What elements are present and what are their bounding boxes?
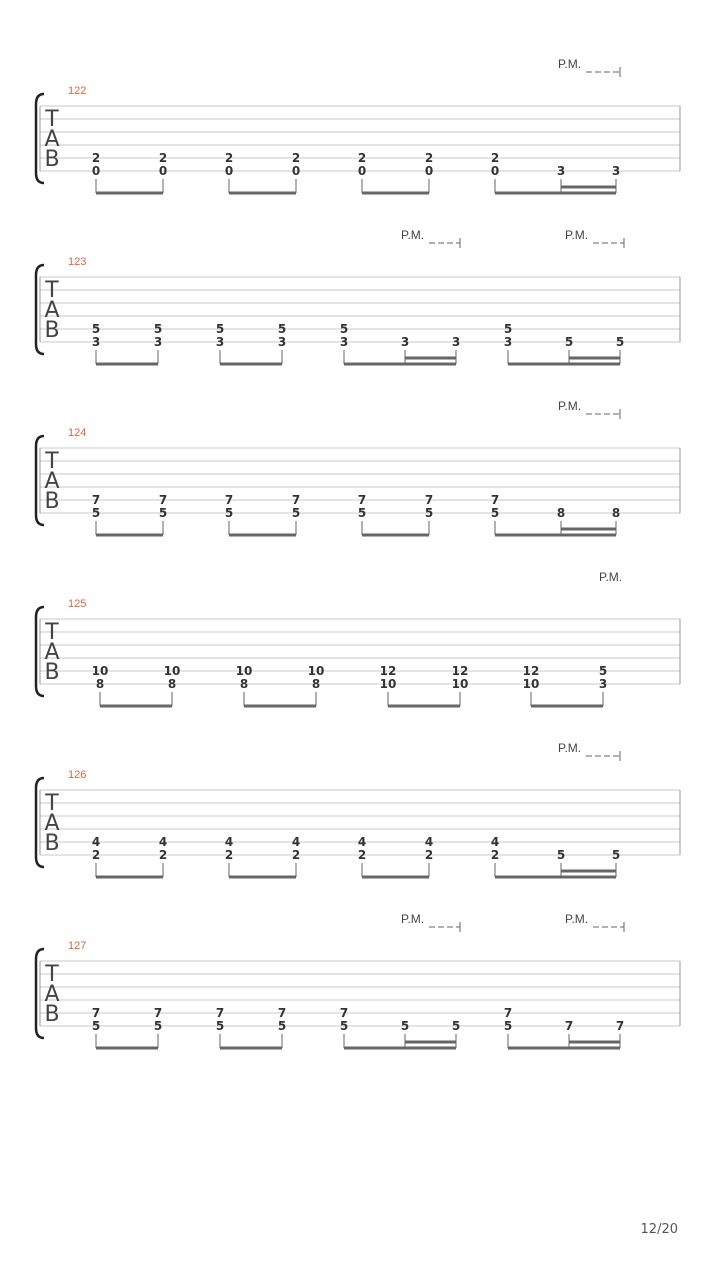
fret-number: 5 [215,1019,225,1033]
palm-mute-label: P.M. [401,228,425,242]
fret-number: 10 [163,664,181,678]
fret-number: 0 [424,164,434,178]
tab-clef-letter-a: A [44,127,60,152]
fret-number: 8 [611,506,621,520]
fret-number: 10 [451,677,469,691]
tab-clef-letter-a: A [44,811,60,836]
fret-number: 5 [357,506,367,520]
fret-number: 5 [503,1019,513,1033]
tab-clef-letter-t: T [45,791,59,816]
tab-clef-letter-t: T [45,278,59,303]
tab-clef-letter-b: B [44,1002,60,1027]
fret-number: 3 [153,335,163,349]
fret-number: 7 [91,493,101,507]
fret-number: 8 [311,677,321,691]
fret-number: 2 [424,848,434,862]
page-number: 12/20 [640,1222,678,1237]
fret-number: 8 [239,677,249,691]
fret-number: 5 [339,1019,349,1033]
fret-number: 5 [224,506,234,520]
fret-number: 5 [339,322,349,336]
fret-number: 8 [556,506,566,520]
fret-number: 2 [424,151,434,165]
tab-clef-letter-a: A [44,982,60,1007]
fret-number: 5 [158,506,168,520]
fret-number: 2 [224,848,234,862]
tab-clef-letter-a: A [44,469,60,494]
fret-number: 4 [490,835,500,849]
fret-number: 7 [153,1006,163,1020]
fret-number: 5 [153,1019,163,1033]
tab-clef-letter-b: B [44,831,60,856]
fret-number: 3 [503,335,513,349]
fret-number: 2 [357,848,367,862]
tab-clef-letter-b: B [44,660,60,685]
fret-number: 3 [598,677,608,691]
tab-clef-letter-t: T [45,962,59,987]
palm-mute-label: P.M. [558,741,582,755]
fret-number: 7 [277,1006,287,1020]
fret-number: 2 [158,848,168,862]
measure-number: 124 [68,427,87,439]
fret-number: 0 [91,164,101,178]
fret-number: 4 [291,835,301,849]
palm-mute-label: P.M. [565,912,589,926]
fret-number: 5 [490,506,500,520]
fret-number: 3 [451,335,461,349]
fret-number: 8 [167,677,177,691]
fret-number: 3 [400,335,410,349]
fret-number: 5 [215,322,225,336]
fret-number: 5 [503,322,513,336]
fret-number: 8 [95,677,105,691]
palm-mute-label: P.M. [401,912,425,926]
measure-number: 123 [68,256,87,268]
tab-clef-letter-a: A [44,640,60,665]
fret-number: 2 [158,151,168,165]
fret-number: 4 [424,835,434,849]
fret-number: 7 [615,1019,625,1033]
tab-clef-letter-t: T [45,620,59,645]
palm-mute-label: P.M. [565,228,589,242]
tab-clef-letter-b: B [44,489,60,514]
fret-number: 7 [339,1006,349,1020]
fret-number: 5 [611,848,621,862]
fret-number: 7 [503,1006,513,1020]
fret-number: 5 [153,322,163,336]
fret-number: 3 [91,335,101,349]
fret-number: 12 [522,664,540,678]
measure-number: 125 [68,598,87,610]
fret-number: 12 [451,664,469,678]
fret-number: 0 [490,164,500,178]
fret-number: 4 [91,835,101,849]
fret-number: 10 [307,664,325,678]
fret-number: 5 [91,506,101,520]
fret-number: 0 [291,164,301,178]
fret-number: 5 [291,506,301,520]
fret-number: 2 [291,151,301,165]
fret-number: 7 [564,1019,574,1033]
fret-number: 5 [598,664,608,678]
measure-number: 127 [68,940,87,952]
tab-clef-letter-a: A [44,298,60,323]
fret-number: 10 [91,664,109,678]
fret-number: 3 [277,335,287,349]
fret-number: 5 [277,1019,287,1033]
fret-number: 5 [424,506,434,520]
fret-number: 0 [357,164,367,178]
palm-mute-label: P.M. [558,57,582,71]
fret-number: 4 [158,835,168,849]
tab-clef-letter-t: T [45,449,59,474]
fret-number: 5 [277,322,287,336]
fret-number: 5 [91,322,101,336]
fret-number: 5 [556,848,566,862]
fret-number: 2 [224,151,234,165]
tab-clef-letter-b: B [44,318,60,343]
fret-number: 0 [224,164,234,178]
fret-number: 7 [291,493,301,507]
fret-number: 4 [224,835,234,849]
tab-clef-letter-b: B [44,147,60,172]
fret-number: 5 [400,1019,410,1033]
measure-number: 126 [68,769,87,781]
fret-number: 10 [379,677,397,691]
fret-number: 7 [91,1006,101,1020]
fret-number: 7 [357,493,367,507]
fret-number: 7 [490,493,500,507]
fret-number: 2 [291,848,301,862]
palm-mute-label: P.M. [599,570,623,584]
fret-number: 2 [91,848,101,862]
fret-number: 3 [339,335,349,349]
fret-number: 5 [91,1019,101,1033]
fret-number: 12 [379,664,397,678]
fret-number: 10 [522,677,540,691]
fret-number: 5 [615,335,625,349]
measure-number: 122 [68,85,87,97]
fret-number: 2 [490,848,500,862]
fret-number: 2 [91,151,101,165]
fret-number: 7 [215,1006,225,1020]
fret-number: 2 [490,151,500,165]
fret-number: 7 [158,493,168,507]
fret-number: 3 [215,335,225,349]
fret-number: 2 [357,151,367,165]
fret-number: 7 [424,493,434,507]
fret-number: 7 [224,493,234,507]
fret-number: 5 [451,1019,461,1033]
fret-number: 3 [611,164,621,178]
fret-number: 3 [556,164,566,178]
fret-number: 10 [235,664,253,678]
tab-clef-letter-t: T [45,107,59,132]
fret-number: 4 [357,835,367,849]
palm-mute-label: P.M. [558,399,582,413]
fret-number: 5 [564,335,574,349]
fret-number: 0 [158,164,168,178]
